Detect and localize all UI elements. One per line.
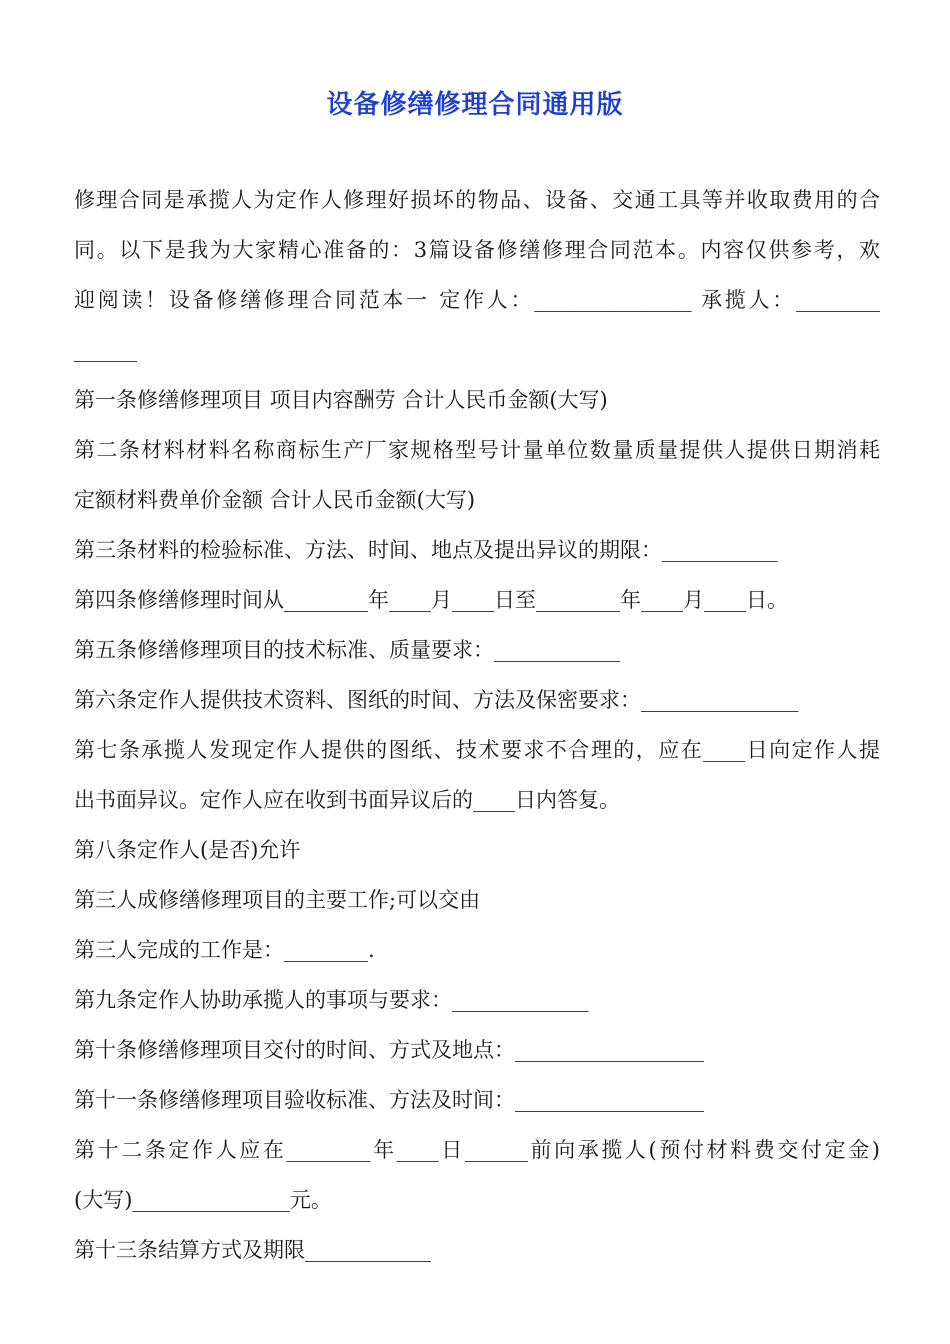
text-line: 第三条材料的检验标准、方法、时间、地点及提出异议的期限：___________ <box>74 538 778 562</box>
text-line: 第七条承揽人发现定作人提供的图纸、技术要求不合理的，应在____日向定作人提 <box>74 738 880 762</box>
text-line: 第十条修缮修理项目交付的时间、方式及地点：__________________ <box>74 1038 704 1062</box>
text-line: 第三人成修缮修理项目的主要工作;可以交由 <box>74 888 481 912</box>
text-line: 出书面异议。定作人应在收到书面异议后的____日内答复。 <box>74 788 620 812</box>
text-line: ______ <box>74 338 137 362</box>
document-title: 设备修缮修理合同通用版 <box>326 90 624 120</box>
text-line: 第八条定作人(是否)允许 <box>74 838 301 862</box>
text-line: 定额材料费单价金额 合计人民币金额(大写) <box>74 488 476 512</box>
text-line: 修理合同是承揽人为定作人修理好损坏的物品、设备、交通工具等并收取费用的合 <box>74 188 880 212</box>
text-line: 同。以下是我为大家精心准备的：3篇设备修缮修理合同范本。内容仅供参考，欢 <box>74 238 880 262</box>
text-line: 第十三条结算方式及期限____________ <box>74 1238 431 1262</box>
text-line: 第二条材料材料名称商标生产厂家规格型号计量单位数量质量提供人提供日期消耗 <box>74 438 880 462</box>
text-line: 第三人完成的工作是：________. <box>74 938 375 962</box>
text-line: 第四条修缮修理时间从________年____月____日至________年____月____日。 <box>74 588 788 612</box>
text-line: 第一条修缮修理项目 项目内容酬劳 合计人民币金额(大写) <box>74 388 608 412</box>
text-line: 第十一条修缮修理项目验收标准、方法及时间：__________________ <box>74 1088 704 1112</box>
text-line: 第十二条定作人应在________年____日______前向承揽人(预付材料费交付定金) <box>74 1138 880 1162</box>
text-line: (大写)_______________元。 <box>74 1188 332 1212</box>
text-line: 第六条定作人提供技术资料、图纸的时间、方法及保密要求：_______________ <box>74 688 799 712</box>
text-line: 第九条定作人协助承揽人的事项与要求：_____________ <box>74 988 589 1012</box>
text-line: 迎阅读！设备修缮修理合同范本一 定作人：_______________ 承揽人：________ <box>74 288 880 312</box>
text-line: 第五条修缮修理项目的技术标准、质量要求：____________ <box>74 638 620 662</box>
